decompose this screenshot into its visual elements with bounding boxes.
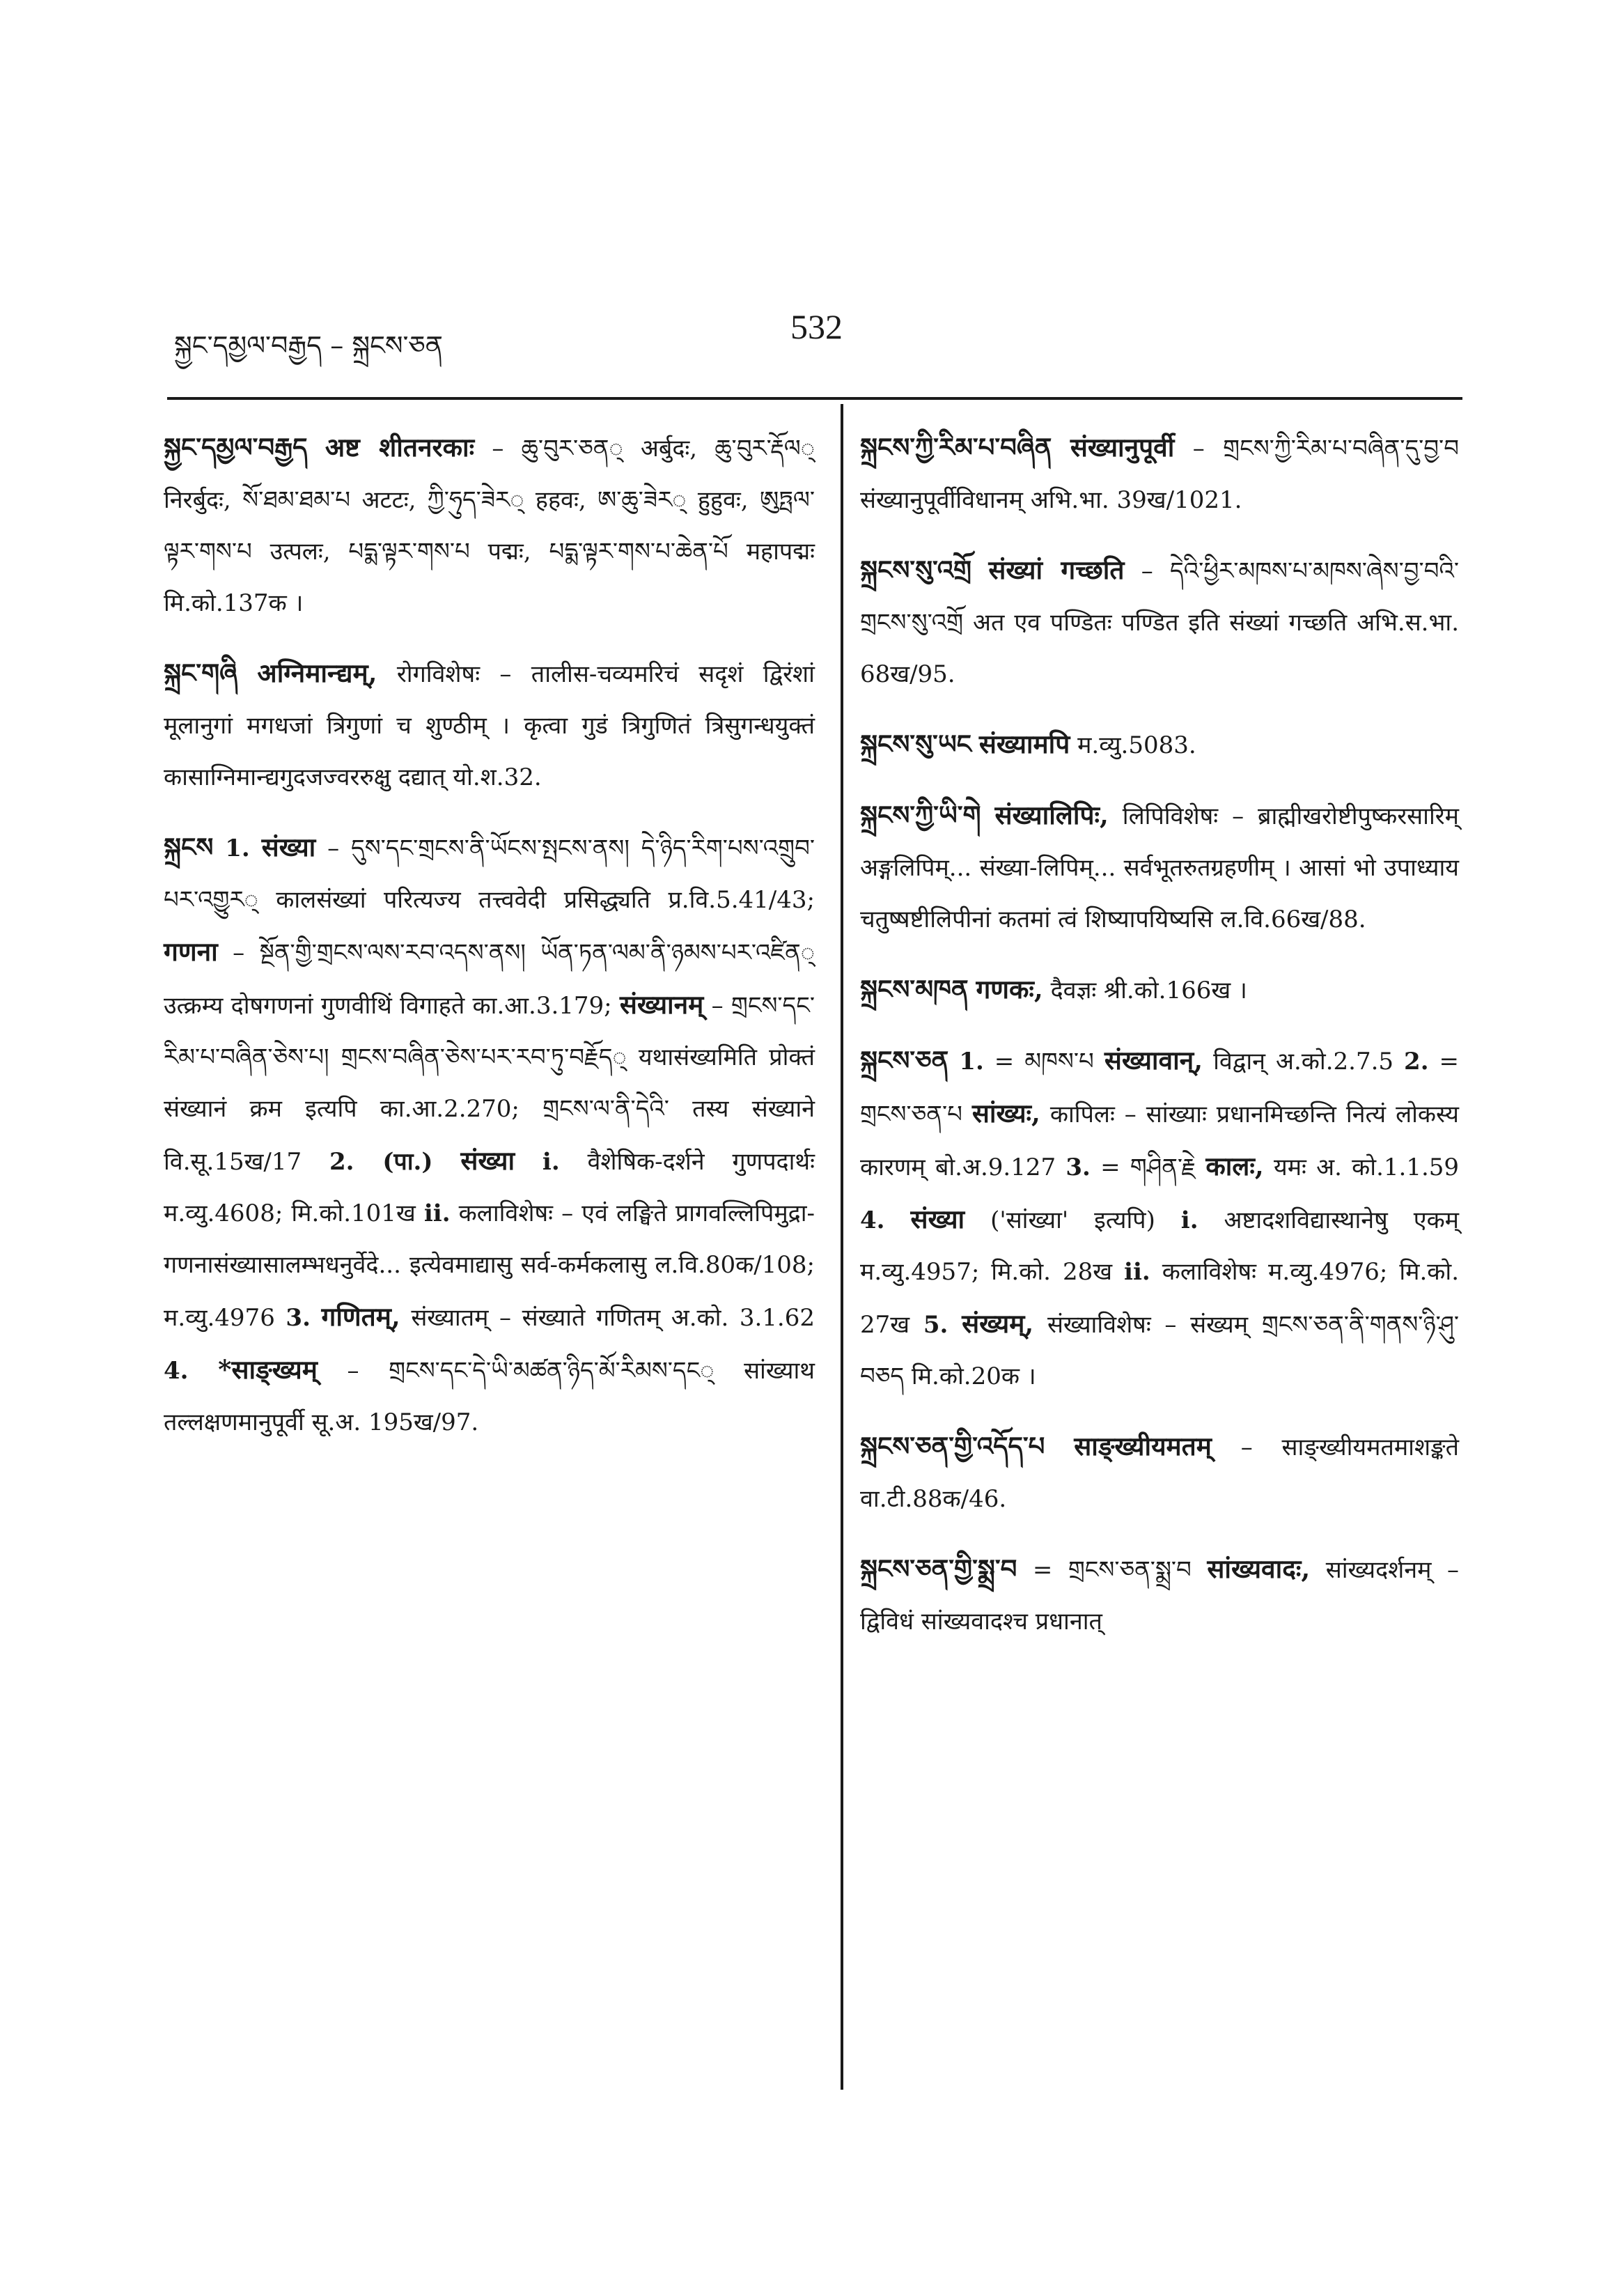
entry-body: संख्याविशेषः – संख्यम् གྲངས་ཅན་ནི་གནས་ཉི་ཤུ་བཅད मि.को.20क । — [860, 1311, 1460, 1390]
entry-headword: སྐྲངས་སུ་ཡང — [860, 729, 971, 759]
left-column — [164, 421, 815, 1466]
entry-sanskrit: संख्यावान्, — [1104, 1045, 1203, 1075]
entry-body: कापिलः – सांख्याः प्रधानमिच्छन्ति नित्यं लोकस्य कारणम् बो.अ.9.127 — [860, 1101, 1459, 1181]
running-head — [167, 306, 1455, 362]
entry-sanskrit: संख्यामपि — [978, 729, 1070, 759]
entry-body: वैशेषिक-दर्शने गुणपदार्थः म.व्यु.4608; मि.को.101ख — [164, 1148, 815, 1227]
entry-headword: སྐྲངས་ཅན — [860, 1045, 949, 1075]
roman-numeral: i. — [542, 1148, 560, 1176]
sub-equivalent: गणना — [164, 936, 218, 967]
page-number: 532 — [790, 307, 843, 346]
dictionary-entry — [860, 544, 1459, 700]
sense-number: 2. — [1404, 1048, 1429, 1075]
entry-body: सांख्यदर्शनम् – द्विविधं सांख्यवादश्च प्रधानात् — [860, 1556, 1460, 1636]
dictionary-entry — [860, 963, 1459, 1016]
dictionary-entry — [860, 1543, 1459, 1647]
entry-body: – ཆུ་བུར་ཅན् अर्बुदः, ཆུ་བུར་རྡོལ् निरर्बुदः, སོ་ཐམ་ཐམ་པ अटटः, ཀྱི་ཧུད་ཟེར् हहवः, ཨ་ཆུ་ཟེར् हुहुवः, ཨུཏྤལ་ལྟར་གས་པ उत्पलः, པདྨ་ལྟར་གས་པ पद्मः, པདྨ་ལྟར་གས་པ་ཆེན་པོ महापद्मः मि.को.137क । — [164, 435, 815, 617]
dictionary-entry — [860, 718, 1459, 771]
sense-number: 1. — [959, 1048, 984, 1075]
entry-body: कलाविशेषः – एवं लङ्घिते प्रागवल्लिपिमुद्रा-गणनासंख्यासालम्भधनुर्वेदे... इत्येवमाद्यासु सर्व-कर्मकलासु ल.वि.80क/108; म.व्यु.4976 — [164, 1199, 815, 1332]
sense-number: 1. — [225, 834, 250, 862]
sub-equivalent: संख्यम्, — [962, 1308, 1034, 1339]
running-head-range: སྐྱང་དམྱལ་བརྒྱད – སྐྲངས་ཅན — [174, 330, 444, 361]
dictionary-entry — [164, 421, 815, 629]
entry-body: – དེའི་ཕྱིར་མཁས་པ་མཁས་ཞེས་བྱ་བའི་གྲངས་སུ་འགྲོ अत एव पण्डितः पण्डित इति संख्यां गच्छति अभि.स.भा. 68ख/95. — [860, 557, 1459, 688]
entry-body: – གྲངས་དང་དེ་ཡི་མཚན་ཉིད་མོ་རིམས་དང् सांख्याथ तल्लक्षणमानुपूर्वी सू.अ. 195ख/97. — [164, 1357, 815, 1436]
dictionary-entry — [860, 421, 1459, 526]
entry-headword: སྐྲངས་ཅན་གྱི་འདོད་པ — [860, 1431, 1045, 1461]
sense-number: 5. — [923, 1311, 948, 1339]
sub-equivalent: *साङ्ख्यम् — [218, 1354, 318, 1385]
entry-headword: སྐྱང་དམྱལ་བརྒྱད — [164, 432, 308, 463]
cross-reference: = གྲངས་ཅན་སྨྲ་བ — [1032, 1556, 1192, 1584]
entry-sanskrit: संख्या — [261, 832, 316, 862]
sense-number: 3. — [1065, 1154, 1091, 1181]
entry-sanskrit: साङ्ख्यीयमतम् — [1074, 1431, 1212, 1461]
right-column — [860, 421, 1459, 1665]
entry-sanskrit: अष्ट शीतनरकाः — [325, 432, 475, 463]
header-rule — [167, 397, 1462, 400]
sub-equivalent: सांख्यः, — [971, 1098, 1040, 1128]
entry-body: लिपिविशेषः – ब्राह्मीखरोष्टीपुष्करसारिम् अङ्गलिपिम्... संख्या-लिपिम्... सर्वभूतरुतग्रहणीम् । आसां भो उपाध्याय चतुष्षष्टीलिपीनां कतमां त्वं शिष्यापयिष्यसि ल.वि.66ख/88. — [860, 802, 1459, 933]
roman-numeral: ii. — [423, 1199, 451, 1227]
entry-body: – གྲངས་དང་རིམ་པ་བཞིན་ཅེས་པ། གྲངས་བཞིན་ཅེས་པར་རབ་ཏུ་བརྗོད् यथासंख्यमिति प्रोक्तं संख्यानं क्रम इत्यपि का.आ.2.270; གྲངས་ལ་ནི་དེའི་ तस्य संख्याने वि.सू.15ख/17 — [164, 992, 815, 1176]
column-divider — [841, 404, 843, 2090]
entry-body: कलाविशेषः म.व्यु.4976; मि.को. 27ख — [860, 1258, 1460, 1339]
sense-number: 2. (पा.) — [329, 1148, 433, 1176]
cross-reference: = གྲངས་ཅན་པ — [860, 1048, 1460, 1128]
entry-headword: སྐྲངས་སུ་འགྲོ — [860, 554, 972, 585]
entry-body: – साङ्ख्यीयमतमाशङ्कते वा.टी.88क/46. — [860, 1434, 1459, 1513]
entry-body: रोगविशेषः – तालीस-चव्यमरिचं सदृशं द्विरंशां मूलानुगां मगधजां त्रिगुणां च शुण्ठीम् । कृत्वा गुडं त्रिगुणितं त्रिसुगन्धयुक्तं कासाग्निमान्द्यगुदजज्वररुक्षु दद्यात् यो.श.32. — [164, 660, 815, 791]
entry-sanskrit: सांख्यवादः, — [1207, 1553, 1311, 1584]
entry-sanskrit: संख्यालिपिः, — [994, 800, 1109, 830]
entry-body: विद्वान् अ.को.2.7.5 — [1213, 1048, 1394, 1075]
entry-headword: སྐྲང་གཞི — [164, 658, 238, 688]
sense-number: 3. — [286, 1304, 311, 1332]
entry-body: – དུས་དང་གྲངས་ནི་ཡོངས་སྤངས་ནས། དེ་ཉིད་རིག་པས་འགྲུབ་པར་འགྱུར् कालसंख्यां परित्यज्य तत्त्ववेदी प्रसिद्ध्यति प्र.वि.5.41/43; — [164, 834, 815, 914]
sub-equivalent: कालः, — [1205, 1151, 1264, 1181]
sub-equivalent: संख्यानम् — [619, 989, 704, 1020]
entry-sanskrit: संख्यानुपूर्वी — [1070, 432, 1175, 463]
dictionary-entry — [860, 1034, 1459, 1402]
entry-body: अष्टादशविद्यास्थानेषु एकम् म.व्यु.4957; मि.को. 28ख — [860, 1206, 1460, 1286]
dictionary-entry — [860, 1420, 1459, 1525]
dictionary-entry — [164, 821, 815, 1448]
entry-headword: སྐྲངས་ཀྱི་ཡི་གེ — [860, 800, 981, 830]
entry-body: यमः अ. को.1.1.59 — [1274, 1154, 1460, 1181]
entry-body: ('सांख्या' इत्यपि) — [990, 1206, 1155, 1234]
sub-equivalent: संख्या — [910, 1204, 965, 1234]
dictionary-entry — [164, 647, 815, 803]
entry-sanskrit: गणकः, — [976, 974, 1043, 1004]
sense-number: 4. — [860, 1206, 885, 1234]
sub-equivalent: संख्या — [460, 1145, 515, 1176]
entry-body: दैवज्ञः श्री.को.166ख । — [1050, 977, 1247, 1004]
sense-number: 4. — [164, 1357, 189, 1385]
cross-reference: = མཁས་པ — [994, 1048, 1094, 1075]
entry-body: म.व्यु.5083. — [1077, 731, 1196, 759]
entry-body: – སྔོན་གྱི་གྲངས་ལས་རབ་འདས་ནས། ཡོན་ཏན་ལམ་ནི་ཉམས་པར་འཛིན् उत्क्रम्य दोषगणनां गुणवीथिं विगाहते का.आ.3.179; — [164, 939, 815, 1020]
sub-equivalent: गणितम्, — [321, 1301, 400, 1332]
roman-numeral: ii. — [1124, 1258, 1150, 1286]
entry-headword: སྐྲངས་མཁན — [860, 974, 969, 1004]
entry-headword: སྐྲངས — [164, 832, 214, 862]
entry-body: संख्यातम् – संख्याते गणितम् अ.को. 3.1.62 — [411, 1304, 815, 1332]
entry-sanskrit: अग्निमान्द्यम्, — [257, 658, 377, 688]
entry-headword: སྐྲངས་ཀྱི་རིམ་པ་བཞིན — [860, 432, 1052, 463]
entry-body: – གྲངས་ཀྱི་རིམ་པ་བཞིན་དུ་བྱ་བ संख्यानुपूर्वीविधानम् अभि.भा. 39ख/1021. — [860, 435, 1459, 514]
roman-numeral: i. — [1180, 1206, 1199, 1234]
entry-sanskrit: संख्यां गच्छति — [988, 554, 1125, 585]
cross-reference: = གཤིན་རྗེ — [1100, 1154, 1196, 1181]
dictionary-entry — [860, 789, 1459, 945]
entry-headword: སྐྲངས་ཅན་གྱི་སྨྲ་བ — [860, 1553, 1017, 1584]
